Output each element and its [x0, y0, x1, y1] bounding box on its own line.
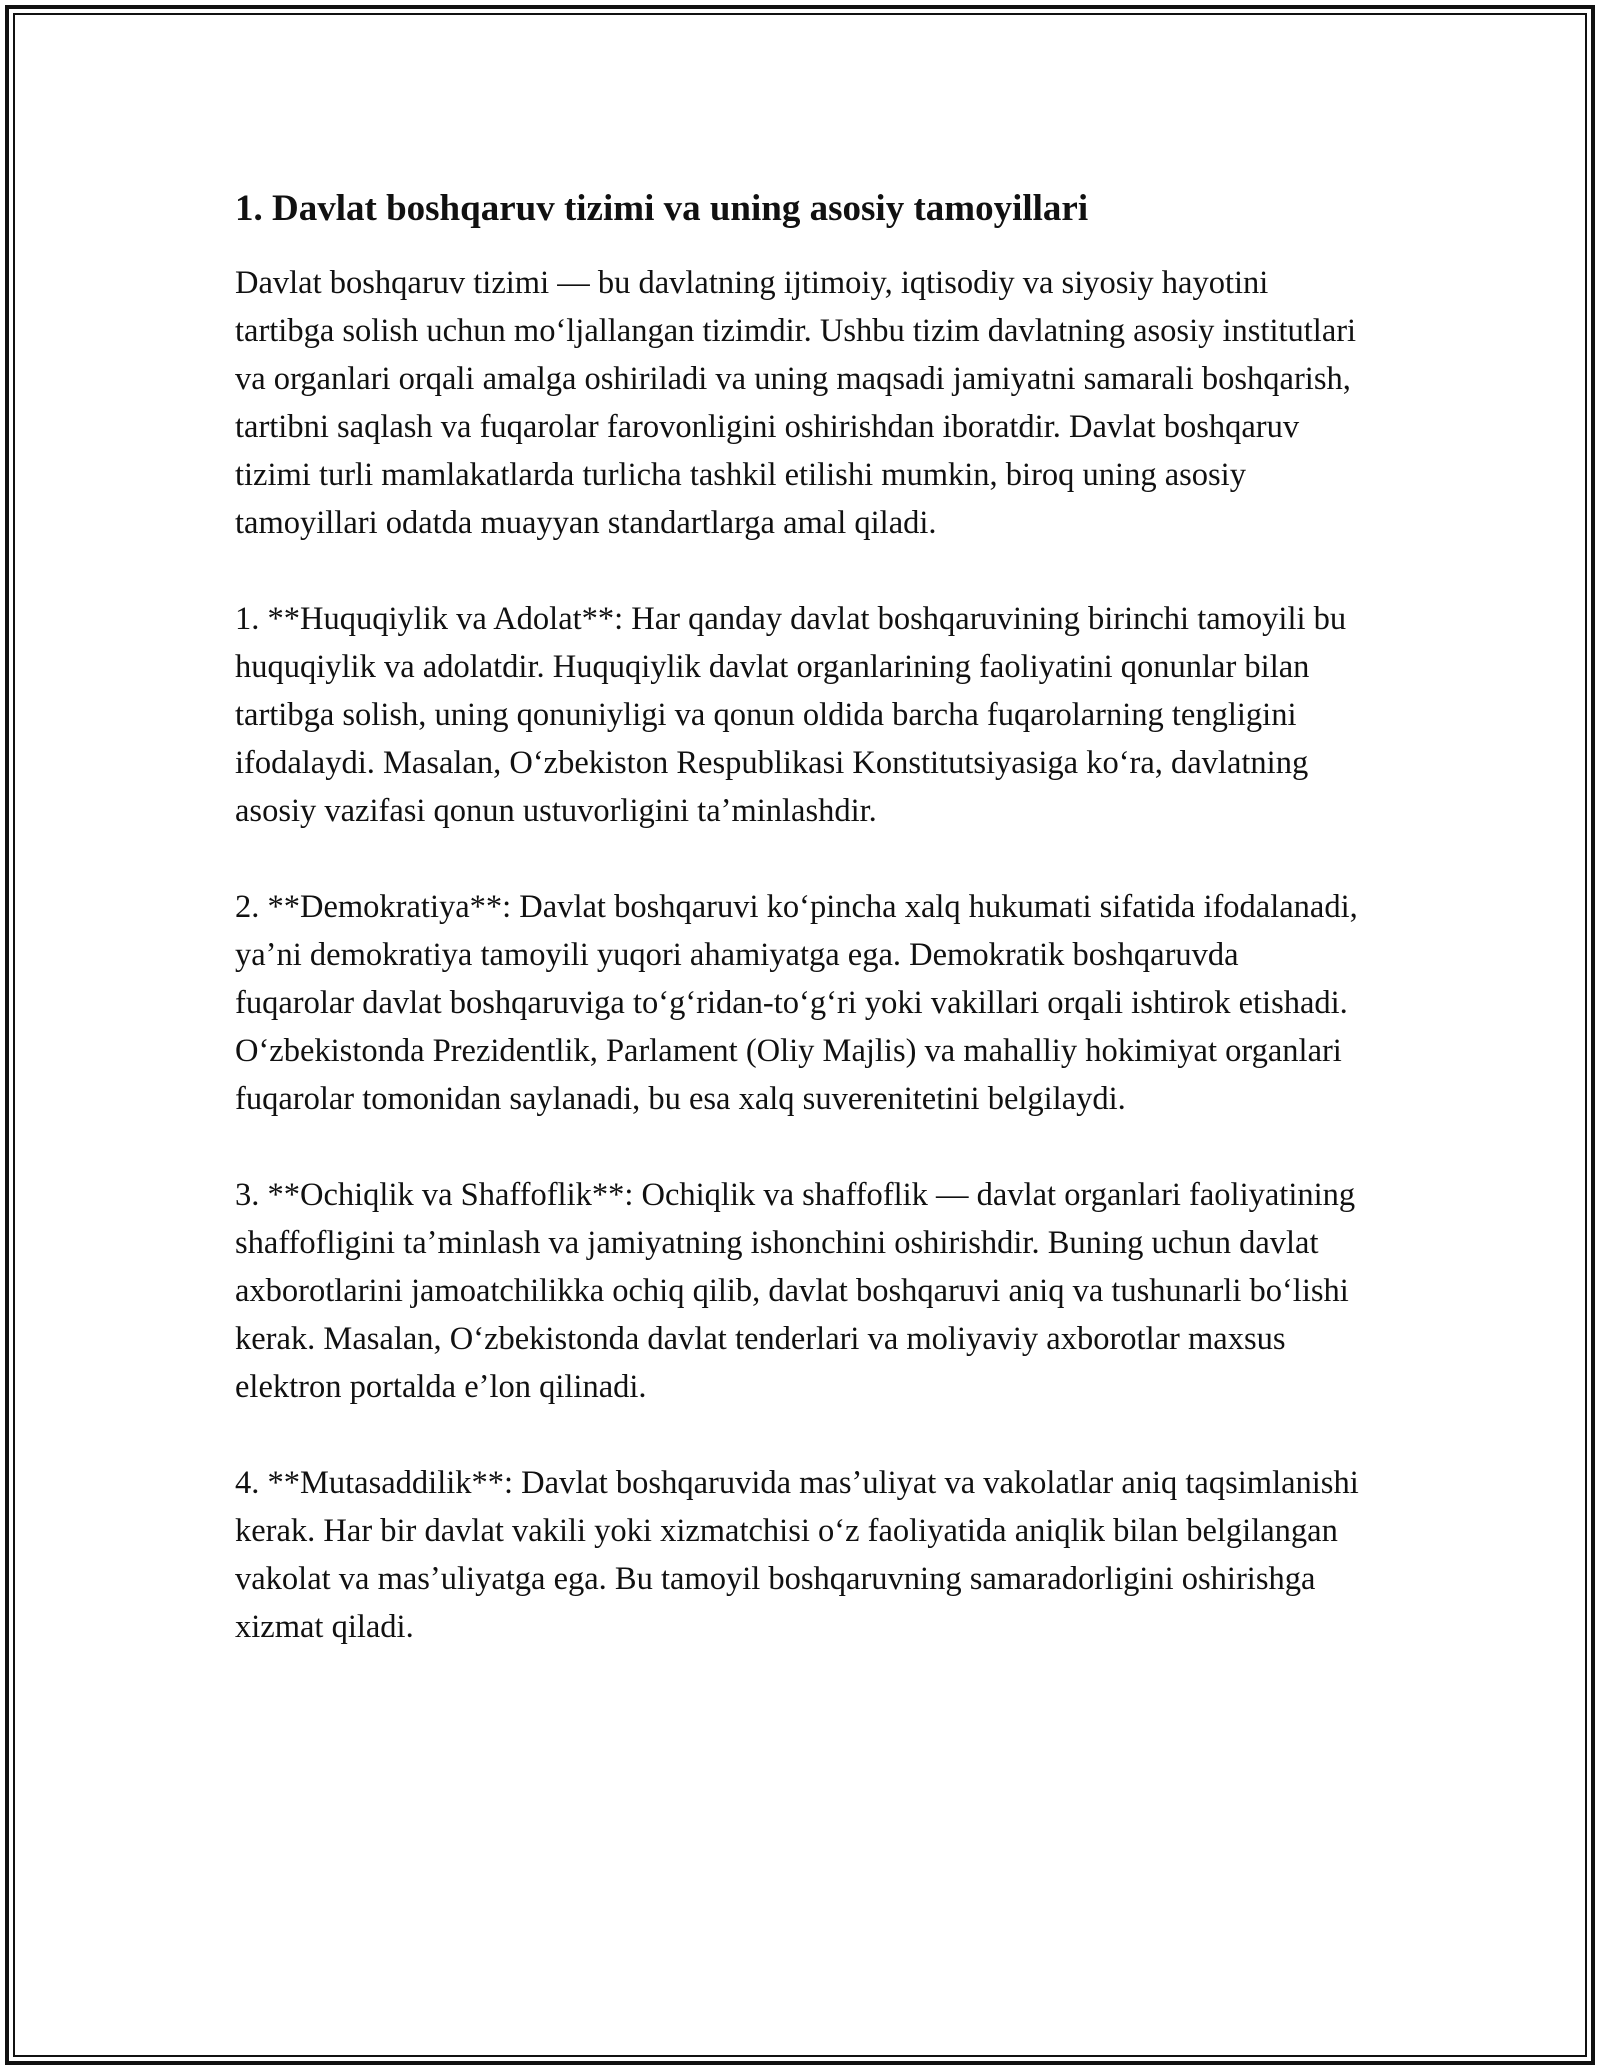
intro-paragraph: Davlat boshqaruv tizimi — bu davlatning ijtimoiy, iqtisodiy va siyosiy hayotini tartibga solish uchun moʻljallangan tizimdir. Ushbu tizim davlatning asosiy institutlari va organlari orqali amalga oshiriladi va uning maqsadi jamiyatni samarali boshqarish, tartibni saqlash va fuqarolar farovonligini oshirishdan iboratdir. Davlat boshqaruv tizimi turli mamlakatlarda turlicha tashkil etilishi mumkin, biroq uning asosiy tamoyillari odatda muayyan standartlarga amal qiladi.	[235, 265, 1357, 541]
principle-legality-paragraph: 1. **Huquqiylik va Adolat**: Har qanday davlat boshqaruvining birinchi tamoyili bu huquqiylik va adolatdir. Huquqiylik davlat organlarining faoliyatini qonunlar bilan tartibga solish, uning qonuniyligi va qonun oldida barcha fuqarolarning tengligini ifodalaydi. Masalan, Oʻzbekiston Respublikasi Konstitutsiyasiga koʻra, davlatning asosiy vazifasi qonun ustuvorligini taʼminlashdir.	[235, 601, 1347, 829]
principle-democracy-paragraph: 2. **Demokratiya**: Davlat boshqaruvi koʻpincha xalq hukumati sifatida ifodalanadi, yaʼni demokratiya tamoyili yuqori ahamiyatga ega. Demokratik boshqaruvda fuqarolar davlat boshqaruviga toʻgʻridan-toʻgʻri yoki vakillari orqali ishtirok etishadi. Oʻzbekistonda Prezidentlik, Parlament (Oliy Majlis) va mahalliy hokimiyat organlari fuqarolar tomonidan saylanadi, bu esa xalq suverenitetini belgilaydi.	[235, 889, 1358, 1117]
document-body	[235, 183, 1365, 1699]
principle-transparency-paragraph: 3. **Ochiqlik va Shaffoflik**: Ochiqlik va shaffoflik — davlat organlari faoliyatining shaffofligini taʼminlash va jamiyatning ishonchini oshirishdir. Buning uchun davlat axborotlarini jamoatchilikka ochiq qilib, davlat boshqaruvi aniq va tushunarli boʻlishi kerak. Masalan, Oʻzbekistonda davlat tenderlari va moliyaviy axborotlar maxsus elektron portalda eʼlon qilinadi.	[235, 1177, 1356, 1405]
principle-accountability-paragraph: 4. **Mutasaddilik**: Davlat boshqaruvida masʼuliyat va vakolatlar aniq taqsimlanishi kerak. Har bir davlat vakili yoki xizmatchisi oʻz faoliyatida aniqlik bilan belgilangan vakolat va masʼuliyatga ega. Bu tamoyil boshqaruvning samaradorligini oshirishga xizmat qiladi.	[235, 1465, 1359, 1645]
section-heading: 1. Davlat boshqaruv tizimi va uning asosiy tamoyillari	[235, 188, 1089, 229]
